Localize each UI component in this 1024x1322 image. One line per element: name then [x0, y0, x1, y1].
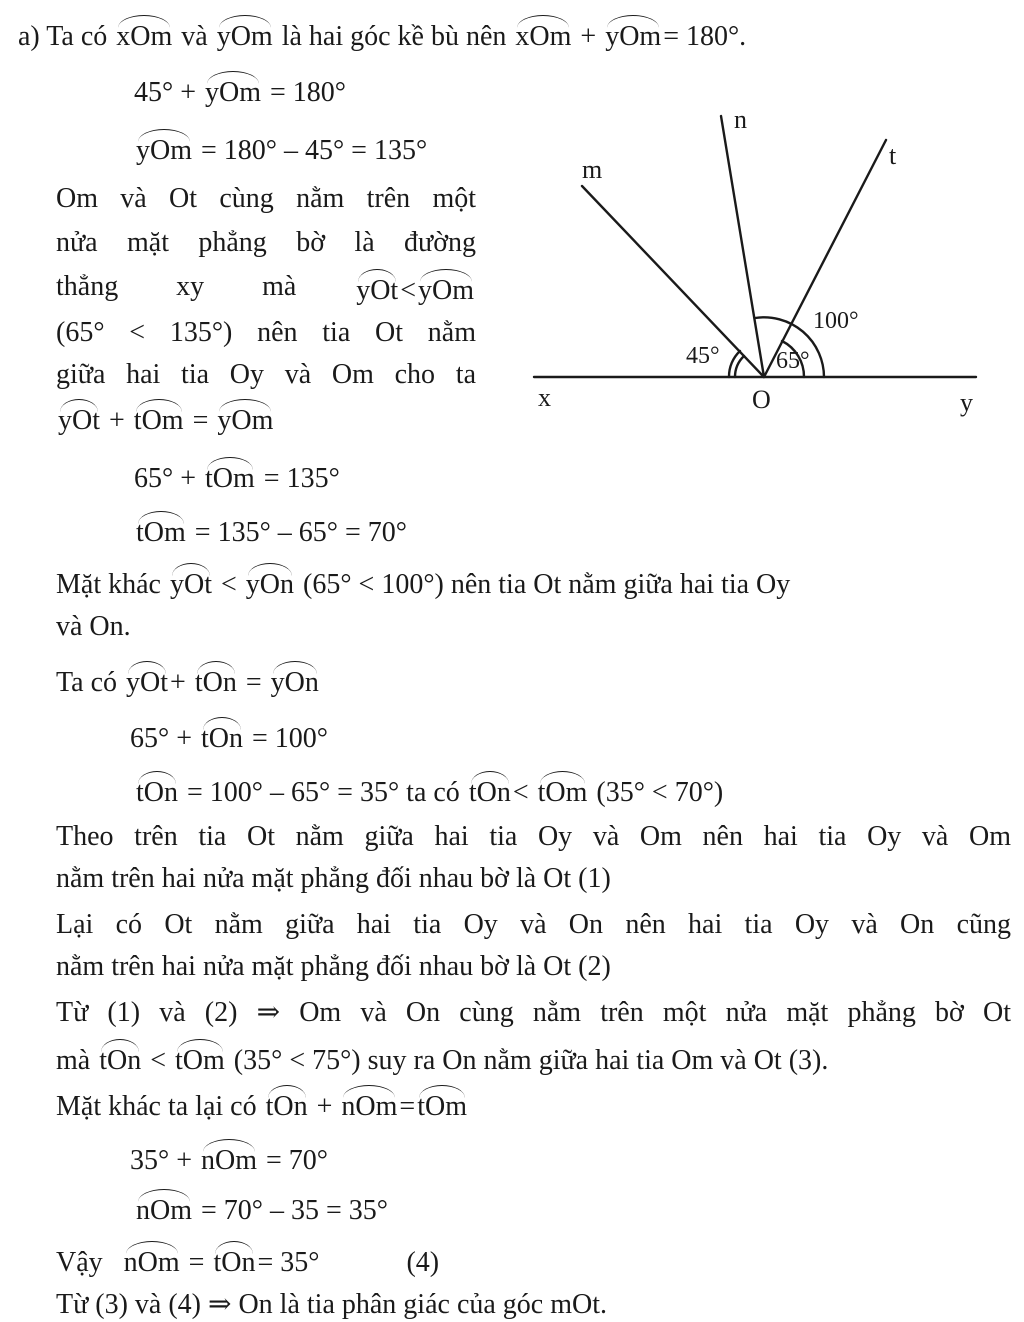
angle-yot: yOt	[126, 662, 168, 697]
text: = 180° – 45° = 135°	[201, 135, 428, 166]
line-4: Om và Ot cùng nằm trên một	[56, 183, 476, 214]
label-y: y	[960, 388, 973, 417]
line-12	[56, 564, 790, 602]
text: 65° +	[130, 723, 192, 754]
line-24	[130, 1140, 328, 1178]
line-16	[134, 772, 723, 810]
angle-yom: yOm	[217, 400, 273, 435]
angle-xom: xOm	[515, 16, 571, 51]
angle-yot: yOt	[58, 400, 100, 435]
angle-ton: tOn	[213, 1242, 255, 1277]
text: xy	[176, 271, 205, 302]
text: = 180°	[270, 77, 346, 108]
angle-tom: tOm	[538, 772, 588, 807]
angle-nom: nOm	[136, 1190, 192, 1225]
line-19: Lại có Ot nằm giữa hai tia Oy và On nên hai tia Oy và On cũng	[56, 909, 1011, 940]
line-10	[134, 458, 340, 496]
line-8: giữa hai tia Oy và Om cho ta	[56, 359, 476, 390]
text: 35° +	[130, 1145, 192, 1176]
label-n: n	[734, 105, 747, 134]
angle-yom: yOm	[605, 16, 661, 51]
angle-yom: yOm	[136, 130, 192, 165]
angle-tom: tOm	[175, 1040, 225, 1075]
text: <	[400, 275, 416, 306]
arc-xom-inner	[735, 356, 744, 377]
angle-label-yon: 100°	[813, 308, 859, 334]
text: mà	[56, 1045, 91, 1076]
line-1	[18, 16, 746, 54]
label-o: O	[752, 385, 771, 414]
text: Mặt khác	[56, 569, 161, 600]
angle-yom: yOm	[418, 270, 474, 305]
text: = 100° – 65° = 35° ta có	[187, 777, 460, 808]
text: =	[192, 405, 209, 436]
text: = 70° – 35 = 35°	[201, 1195, 388, 1226]
line-11	[134, 512, 407, 550]
line-5: nửa mặt phẳng bờ là đường	[56, 227, 476, 258]
angle-tom: tOm	[205, 458, 255, 493]
angle-nom: nOm	[201, 1140, 257, 1175]
angle-yot: yOt	[170, 564, 212, 599]
angle-yon: yOn	[246, 564, 294, 599]
line-2	[134, 72, 346, 110]
text: <	[220, 569, 237, 600]
line-15	[130, 718, 328, 756]
text: +	[170, 667, 186, 698]
line-20: nằm trên hai nửa mặt phẳng đối nhau bờ là Ot (2)	[56, 951, 611, 982]
text: là hai góc kề bù nên	[281, 21, 507, 52]
line-6	[56, 270, 476, 308]
angle-ton: tOn	[195, 662, 237, 697]
angle-nom: nOm	[124, 1242, 180, 1277]
text: = 35°	[257, 1247, 320, 1278]
line-13: và On.	[56, 611, 131, 642]
text: = 135°	[263, 463, 340, 494]
angle-ton: tOn	[201, 718, 243, 753]
text: =	[245, 667, 262, 698]
text: a) Ta có	[18, 21, 108, 52]
angle-label-xom: 45°	[686, 343, 720, 369]
text: =	[399, 1091, 416, 1122]
line-18: nằm trên hai nửa mặt phẳng đối nhau bờ là Ot (1)	[56, 863, 611, 894]
text: = 180°.	[663, 21, 747, 52]
line-9	[56, 400, 275, 438]
angle-ton: tOn	[469, 772, 511, 807]
text: Vậy	[56, 1247, 103, 1278]
text: +	[316, 1091, 333, 1122]
line-14	[56, 662, 321, 700]
label-m: m	[582, 155, 603, 184]
angle-ton: tOn	[266, 1086, 308, 1121]
text: =	[188, 1247, 205, 1278]
text: <	[512, 777, 529, 808]
line-21: Từ (1) và (2) ⇒ Om và On cùng nằm trên một nửa mặt phẳng bờ Ot	[56, 997, 1011, 1028]
text: +	[109, 405, 125, 436]
text: Ta có	[56, 667, 118, 698]
text: mà	[262, 271, 297, 302]
label-t: t	[889, 141, 897, 170]
angle-figure	[520, 100, 990, 430]
text: 65° +	[134, 463, 196, 494]
line-23	[56, 1086, 469, 1124]
text: (35° < 75°) suy ra On nằm giữa hai tia Om và Ot (3).	[233, 1045, 829, 1076]
text: (35° < 70°)	[596, 777, 724, 808]
line-25	[134, 1190, 388, 1228]
line-22	[56, 1040, 828, 1078]
angle-ton: tOn	[136, 772, 178, 807]
text: (65° < 100°) nên tia Ot nằm giữa hai tia Oy	[303, 569, 791, 600]
text: = 100°	[252, 723, 328, 754]
line-27: Từ (3) và (4) ⇒ On là tia phân giác của góc mOt.	[56, 1289, 608, 1320]
text: thẳng	[56, 271, 119, 302]
angle-yom: yOm	[217, 16, 273, 51]
angle-yot: yOt	[356, 270, 398, 305]
line-7: (65° < 135°) nên tia Ot nằm	[56, 317, 476, 348]
text: = 135° – 65° = 70°	[194, 517, 407, 548]
angle-yon: yOn	[271, 662, 319, 697]
angle-ton: tOn	[99, 1040, 141, 1075]
text: <	[150, 1045, 167, 1076]
text: và	[181, 21, 208, 52]
line-26	[56, 1242, 439, 1280]
angle-xom: xOm	[116, 16, 172, 51]
text: = 70°	[266, 1145, 328, 1176]
text: Mặt khác ta lại có	[56, 1091, 257, 1122]
angle-yom: yOm	[205, 72, 261, 107]
text: (4)	[406, 1247, 440, 1278]
text: +	[580, 21, 597, 52]
angle-tom: tOm	[136, 512, 186, 547]
angle-label-yot: 65°	[776, 348, 810, 374]
text: 45° +	[134, 77, 196, 108]
label-x: x	[538, 383, 551, 412]
line-3	[134, 130, 427, 168]
angle-nom: nOm	[341, 1086, 397, 1121]
line-17: Theo trên tia Ot nằm giữa hai tia Oy và Om nên hai tia Oy và Om	[56, 821, 1011, 852]
angle-tom: tOm	[417, 1086, 467, 1121]
angle-tom: tOm	[134, 400, 184, 435]
